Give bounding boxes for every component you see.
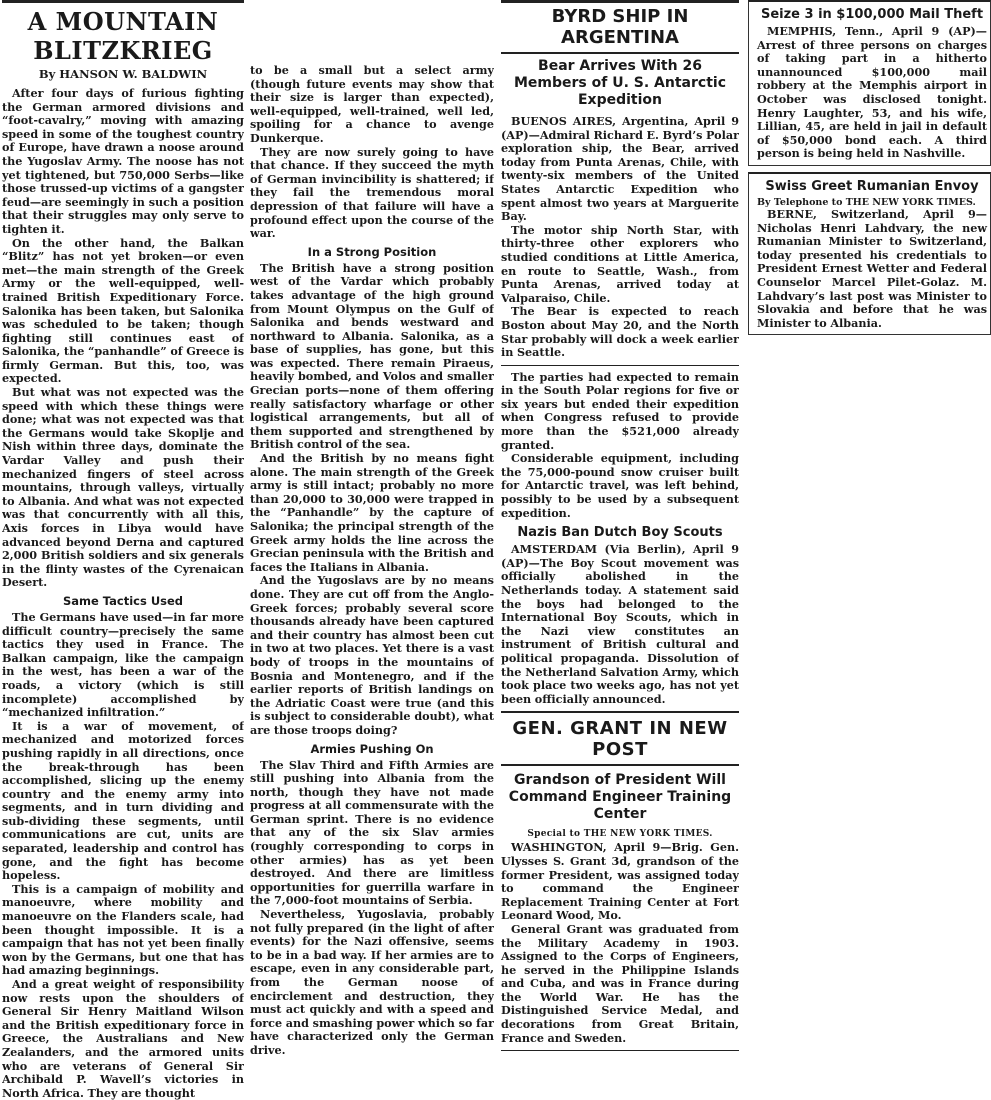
headline-mountain-blitzkrieg: A MOUNTAIN BLITZKRIEG (2, 0, 244, 65)
paragraph: The motor ship North Star, with thirty-three other explorers who studied conditions at Little America, en route to Seattle, Wash., from Punta Arenas, arrived today at Valparaiso, Chile. (501, 222, 739, 305)
deck-bear-arrives: Bear Arrives With 26 Members of U. S. Antarctic Expedition (514, 58, 726, 108)
brief-swiss-envoy (748, 172, 991, 335)
headline-mail-theft: Seize 3 in $100,000 Mail Theft (760, 7, 984, 22)
paragraph: MEMPHIS, Tenn., April 9 (AP)—Arrest of three persons on charges of taking part in a hitherto unannounced $100,000 mail robbery at the Memphis airport in October was disclosed tonight. Henry Laughter, 53, and his wife, Lillian, 45, are held in jail in default of $50,000 bond each. A third person is being held in Nashville. (757, 24, 987, 161)
headline-gen-grant: GEN. GRANT IN NEW POST (501, 718, 739, 766)
headline-byrd-ship: BYRD SHIP IN ARGENTINA (501, 0, 739, 54)
divider (501, 1050, 739, 1051)
paragraph: WASHINGTON, April 9—Brig. Gen. Ulysses S. Grant 3d, grandson of the former President, was assigned today to command the Engineer Replacement Training Center at Fort Leonard Wood, Mo. (501, 840, 739, 923)
paragraph: General Grant was graduated from the Military Academy in 1903. Assigned to the Corps of Engineers, he served in the Philippine Islands and Cuba, and was in France during the World War. He has the Distinguished Service Medal, and decorations from Great Britain, France and Sweden. (501, 921, 739, 1045)
divider (501, 711, 739, 713)
paragraph: BUENOS AIRES, Argentina, April 9 (AP)—Admiral Richard E. Byrd’s Polar exploration ship, the Bear, arrived today from Punta Arenas, Chile, with twenty-six members of the United States Antarctic Expedition who spent almost two years at Marguerite Bay. (501, 114, 739, 224)
headline-swiss-envoy: Swiss Greet Rumanian Envoy (765, 178, 979, 194)
brief-mail-theft (748, 0, 991, 166)
paragraph: And the Yugoslavs are by no means done. They are cut off from the Anglo-Greek forces; probably several score thousands already have been captured and their country has almost been cut in two at two places. Yet there is a vast body of troops in the mountains of Bosnia and Montenegro, and if the earlier reports of British landings on the Adriatic Coast were true (and this is subject to considerable doubt), what are those troops doing? (250, 573, 494, 737)
article-continuation (250, 64, 494, 1058)
paragraph: And the British by no means fight alone. The main strength of the Greek army is still intact; probably no more than 20,000 to 30,000 were trapped in the “Panhandle” by the capture of Salonika; the principal strength of the Greek army holds the line across the Grecian peninsula with the British and faces the Italians in Albania. (250, 451, 494, 574)
subhead-armies-pushing: Armies Pushing On (310, 741, 434, 756)
paragraph: It is a war of movement, of mechanized and motorized forces pushing rapidly in all directions, once the break-through has been accomplished, slicing up the enemy country and the enemy army into segments, and in turn dividing and sub-dividing these segments, until communications are cut, units are separated, leadership and control has gone, and the fight has become hopeless. (2, 718, 244, 883)
paragraph: Considerable equipment, including the 75,000-pound snow cruiser built for Antarctic travel, was left behind, possibly to be used by a subsequent expedition. (501, 451, 739, 520)
paragraph: And a great weight of responsibility now rests upon the shoulders of General Sir Henry Maitland Wilson and the British expeditionary force in Greece, the Australians and New Zealanders, and the armored units who are veterans of General Sir Archibald P. Wavell’s victories in North Africa. They are thought (2, 977, 244, 1100)
article-mountain-blitzkrieg (2, 0, 244, 1100)
paragraph: After four days of furious fighting the German armored divisions and “foot-cavalry,” moving with amazing speed in some of the toughest country of Europe, have drawn a noose around the Yugoslav Army. The noose has not yet tightened, but 750,000 Serbs—like those trussed-up victims of a gangster feud—are seemingly in such a position that their struggles may only serve to tighten it. (2, 86, 244, 236)
paragraph: But what was not expected was the speed with which these things were done; what was not expected was that the Germans would take Skoplje and Nish within three days, dominate the Vardar Valley and push their mechanized fingers of steel across mountains, through valleys, virtually to Albania. And what was not expected was that concurrently with all this, Axis forces in Libya would have advanced beyond Derna and captured 2,000 British soldiers and six generals in the flinty wastes of the Cyrenaican Desert. (2, 385, 244, 590)
paragraph: Nevertheless, Yugoslavia, probably not fully prepared (in the light of after events) for the Nazi offensive, seems to be in a bad way. If her armies are to escape, even in any considerable part, from the German noose of encirclement and destruction, they must act quickly and with a speed and force and smashing power which so far have characterized only the German drive. (250, 907, 494, 1057)
column-right-briefs (748, 0, 991, 335)
divider (501, 365, 739, 366)
column-briefs (501, 0, 739, 1056)
paragraph: On the other hand, the Balkan “Blitz” has not yet broken—or even met—the main strength of the Greek Army or the well-equipped, well-trained British Expeditionary Force. Salonika has been taken, but Salonika was scheduled to be taken; though fighting still continues east of Salonika, the “panhandle” of Greece is firmly German. But this, too, was expected. (2, 235, 244, 386)
subhead-strong-position: In a Strong Position (307, 244, 437, 259)
byline-baldwin: By HANSON W. BALDWIN (38, 67, 208, 81)
paragraph: The Bear is expected to reach Boston about May 20, and the North Star probably will dock a week earlier in Seattle. (501, 304, 739, 360)
paragraph: BERNE, Switzerland, April 9—Nicholas Henri Lahdvary, the new Rumanian Minister to Switzerland, today presented his credentials to President Ernest Wetter and Federal Counselor Marcel Pilet-Golaz. M. Lahdvary’s last post was Minister to Slovakia and before that he was Minister to Albania. (757, 206, 987, 330)
paragraph: They are now surely going to have that chance. If they succeed the myth of German invincibility is shattered; if they fail the tremendous moral depression of that failure will have a profound effect upon the course of the war. (250, 144, 494, 241)
paragraph: to be a small but a select army (though future events may show that their size is larger than expected), well-equipped, well-trained, well led, spoiling for a chance to avenge Dunkerque. (250, 64, 494, 145)
byline-telephone: By Telephone to THE NEW YORK TIMES. (757, 196, 976, 208)
paragraph: The Germans have used—in far more difficult country—precisely the same tactics they used in France. The Balkan campaign, like the campaign in the west, has been a war of the roads, a victory (which is still incomplete) accomplished by “mechanized infiltration.” (2, 609, 244, 720)
paragraph: The British have a strong position west of the Vardar which probably takes advantage of the high ground from Mount Olympus on the Gulf of Salonika and bends westward and northward to Albania. Salonika, as a base of supplies, has gone, but this was expected. There remain Piraeus, heavily bombed, and Volos and smaller Grecian ports—none of them offering really satisfactory wharfage or other logistical arrangements, but all of them supported and strengthened by British control of the sea. (250, 260, 494, 452)
paragraph: This is a campaign of mobility and manoeuvre, where mobility and manoeuvre on the Flanders scale, had been thought impossible. It is a campaign that has not yet been finally won by the Germans, but one that has had amazing beginnings. (2, 881, 244, 978)
paragraph: AMSTERDAM (Via Berlin), April 9 (AP)—The Boy Scout movement was officially abolished in the Netherlands today. A statement said the boys had belonged to the International Boy Scouts, which in the Nazi view constitutes an instrument of British cultural and political propaganda. Dissolution of the Netherland Salvation Army, which took place two weeks ago, has not yet been officially announced. (501, 542, 739, 706)
paragraph: The parties had expected to remain in the South Polar regions for five or six years but ended their expedition when Congress refused to provide more than the $521,000 already granted. (501, 369, 739, 452)
dateline-special: Special to THE NEW YORK TIMES. (527, 829, 713, 840)
subhead-same-tactics: Same Tactics Used (62, 593, 184, 608)
deck-grant: Grandson of President Will Command Engineer Training Center (508, 772, 732, 823)
headline-dutch-scouts: Nazis Ban Dutch Boy Scouts (517, 525, 723, 541)
paragraph: The Slav Third and Fifth Armies are still pushing into Albania from the north, though they have not made progress at all commensurate with the German sprint. There is no evidence that any of the six Slav armies (roughly corresponding to corps in other armies) has as yet been destroyed. And there are limitless opportunities for guerrilla warfare in the 7,000-foot mountains of Serbia. (250, 757, 494, 908)
